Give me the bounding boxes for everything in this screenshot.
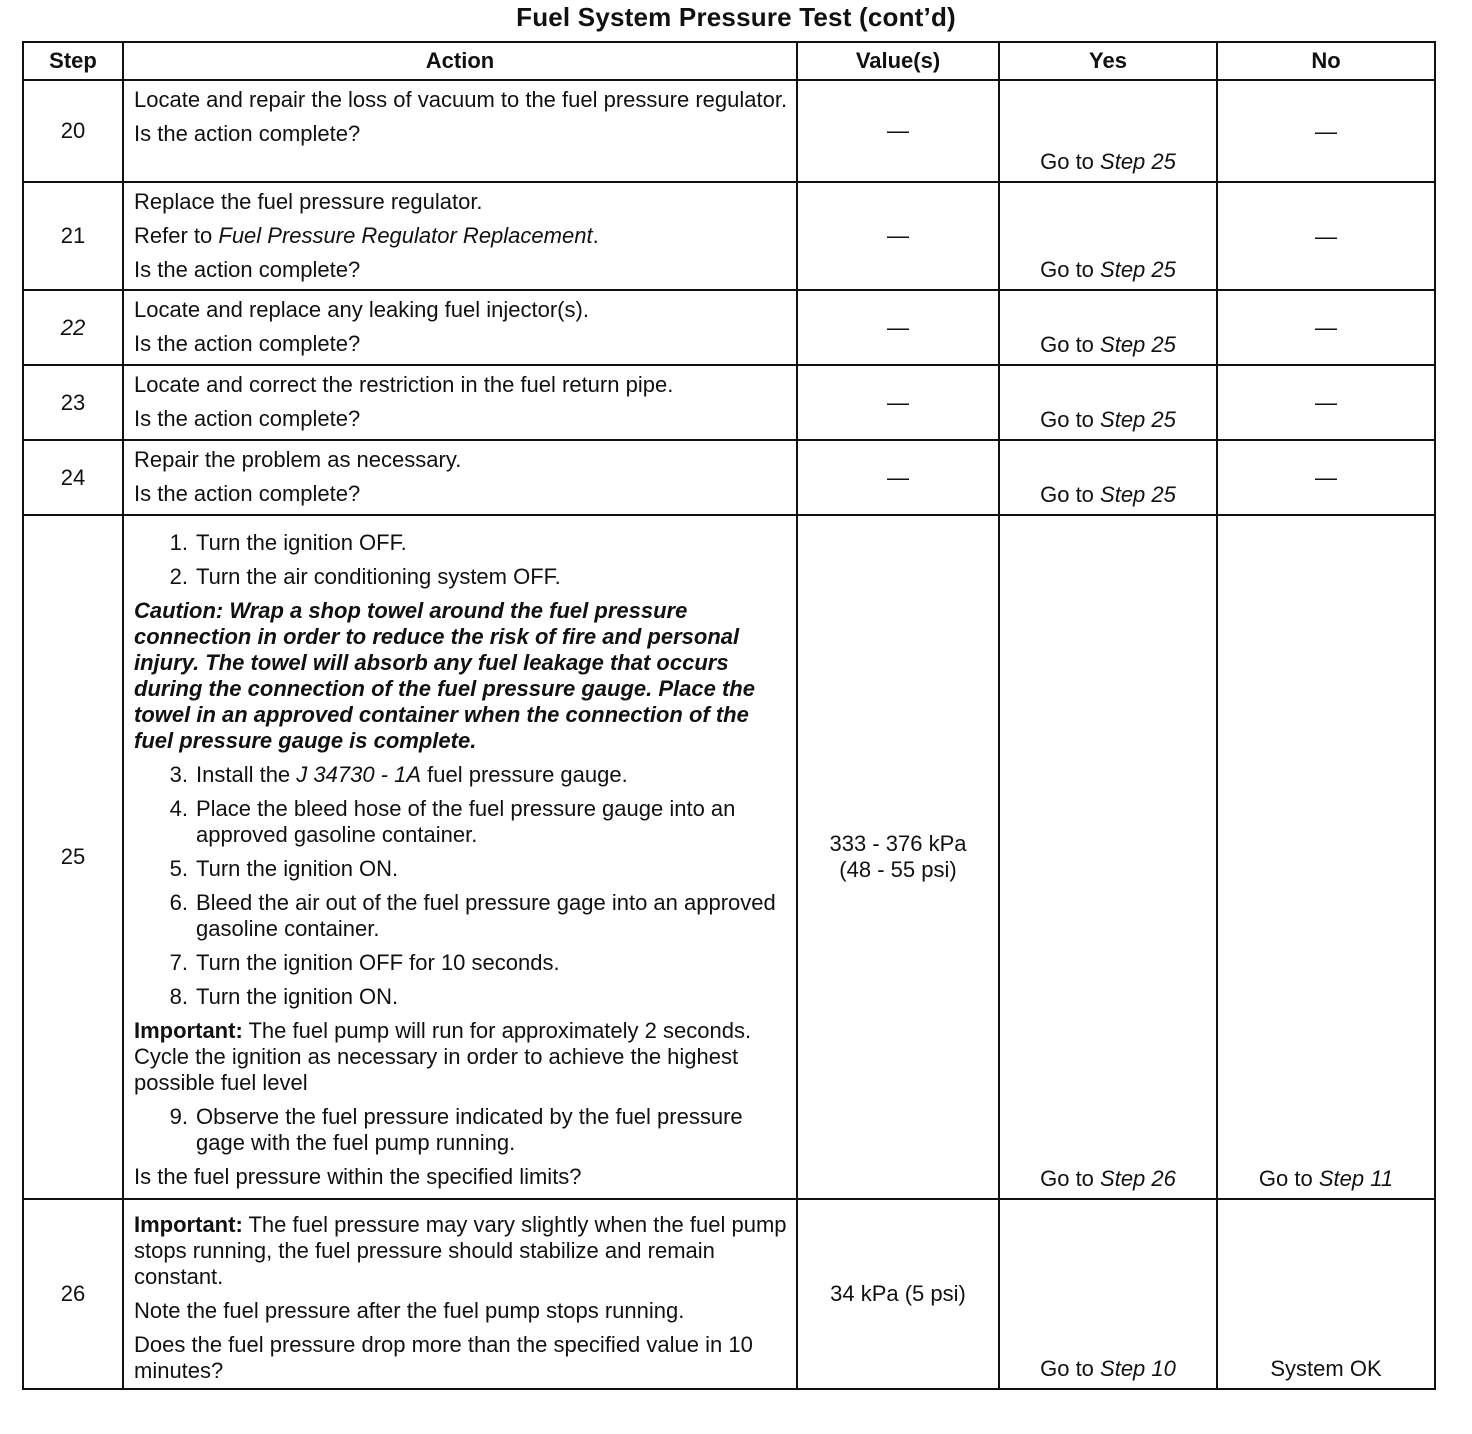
action-question: Is the fuel pressure within the specified limits? (134, 1164, 582, 1189)
list-item (134, 1104, 788, 1156)
yes-cell (999, 440, 1217, 515)
step-number: 21 (23, 182, 123, 290)
action-reference (134, 223, 788, 249)
yes-cell (999, 1199, 1217, 1389)
action-question: Does the fuel pressure drop more than the specified value in 10 minutes? (134, 1332, 753, 1383)
step-number: 26 (23, 1199, 123, 1389)
list-item (134, 984, 788, 1010)
action-cell (123, 1199, 797, 1389)
action-text: Locate and replace any leaking fuel injector(s). (134, 297, 589, 322)
important-text: The fuel pressure may vary slightly when the fuel pump stops running, the fuel pressure should stabilize and remain constant. (134, 1212, 787, 1289)
list-item-text: Bleed the air out of the fuel pressure gage into an approved gasoline container. (196, 890, 776, 941)
item-prefix: Install the (196, 762, 297, 787)
value-cell (797, 80, 999, 182)
value-cell (797, 365, 999, 440)
action-question: Is the action complete? (134, 331, 361, 356)
step-number: 23 (23, 365, 123, 440)
no-dash: — (1315, 465, 1337, 490)
action-text: Locate and correct the restriction in the fuel return pipe. (134, 372, 674, 397)
table-row-step-24 (23, 440, 1435, 515)
header-yes: Yes (999, 42, 1217, 80)
refer-procedure: Fuel Pressure Regulator Replacement (218, 223, 593, 248)
go-to-label: Go to (1040, 1166, 1101, 1191)
action-question: Is the action complete? (134, 257, 361, 282)
important-note (134, 1212, 788, 1290)
yes-step-ref: Step 25 (1100, 149, 1176, 174)
list-item-number: 7. (169, 950, 188, 975)
value-cell (797, 182, 999, 290)
list-item-number: 1. (169, 530, 188, 555)
yes-step-ref: Step 25 (1100, 482, 1176, 507)
no-cell (1217, 440, 1435, 515)
item-suffix: fuel pressure gauge. (421, 762, 628, 787)
no-dash: — (1315, 390, 1337, 415)
step-number: 20 (23, 80, 123, 182)
list-item (134, 762, 788, 788)
table-row-step-22 (23, 290, 1435, 365)
list-item-number: 9. (169, 1104, 188, 1129)
value-psi: (48 - 55 psi) (839, 857, 957, 882)
list-item-number: 2. (169, 564, 188, 589)
go-to-label: Go to (1040, 257, 1101, 282)
action-question: Is the action complete? (134, 481, 361, 506)
value-dash: — (887, 314, 909, 340)
table-row-step-20 (23, 80, 1435, 182)
value-cell (797, 1199, 999, 1389)
refer-prefix: Refer to (134, 223, 219, 248)
header-no: No (1217, 42, 1435, 80)
action-text: Replace the fuel pressure regulator. (134, 189, 483, 214)
procedure-table (22, 41, 1436, 1390)
yes-cell (999, 515, 1217, 1199)
action-text: Repair the problem as necessary. (134, 447, 462, 472)
value-dash: — (887, 389, 909, 415)
list-item-number: 8. (169, 984, 188, 1009)
list-item-text: Turn the ignition OFF for 10 seconds. (196, 950, 560, 975)
list-item-text: Turn the ignition ON. (196, 984, 399, 1009)
yes-step-ref: Step 25 (1100, 407, 1176, 432)
list-item-text: Turn the ignition ON. (196, 856, 399, 881)
list-item (134, 530, 788, 556)
yes-cell (999, 80, 1217, 182)
no-dash: — (1315, 315, 1337, 340)
caution-note: Caution: Wrap a shop towel around the fuel pressure connection in order to reduce the risk of fire and personal injury. The towel will absorb any fuel leakage that occurs during the connection of the fuel pressure gauge. Place the towel in an approved container when the connection of the fuel pressure gauge is complete. (134, 598, 755, 753)
yes-cell (999, 365, 1217, 440)
list-item-text: Turn the ignition OFF. (196, 530, 407, 555)
no-cell (1217, 290, 1435, 365)
go-to-label: Go to (1258, 1166, 1319, 1191)
list-item (134, 796, 788, 848)
yes-step-ref: Step 25 (1100, 257, 1176, 282)
header-action: Action (123, 42, 797, 80)
yes-step-ref: Step 25 (1100, 332, 1176, 357)
no-cell (1217, 1199, 1435, 1389)
action-cell (123, 290, 797, 365)
value-cell (797, 290, 999, 365)
header-row (23, 42, 1435, 80)
list-item-text: Turn the air conditioning system OFF. (196, 564, 561, 589)
table-row-step-23 (23, 365, 1435, 440)
action-text: Note the fuel pressure after the fuel pump stops running. (134, 1298, 685, 1323)
no-cell (1217, 515, 1435, 1199)
no-step-ref: Step 11 (1318, 1166, 1394, 1191)
header-values: Value(s) (797, 42, 999, 80)
value-dash: — (887, 223, 909, 248)
header-step: Step (23, 42, 123, 80)
yes-step-ref: Step 10 (1100, 1356, 1176, 1381)
list-item-number: 6. (169, 890, 188, 915)
value-cell (797, 515, 999, 1199)
go-to-label: Go to (1040, 1356, 1101, 1381)
yes-step-ref: Step 26 (1100, 1166, 1176, 1191)
action-cell (123, 80, 797, 182)
list-item-number: 5. (169, 856, 188, 881)
action-text: Locate and repair the loss of vacuum to the fuel pressure regulator. (134, 87, 788, 112)
go-to-label: Go to (1040, 407, 1101, 432)
important-label: Important: (134, 1018, 243, 1043)
action-question: Is the action complete? (134, 121, 361, 146)
system-ok: System OK (1270, 1356, 1382, 1381)
list-item-number: 3. (169, 762, 188, 787)
yes-cell (999, 182, 1217, 290)
yes-cell (999, 290, 1217, 365)
no-dash: — (1315, 223, 1337, 249)
no-cell (1217, 80, 1435, 182)
go-to-label: Go to (1040, 482, 1101, 507)
refer-suffix: . (592, 223, 599, 248)
action-cell (123, 365, 797, 440)
table-row-step-21 (23, 182, 1435, 290)
table-row-step-25 (23, 515, 1435, 1199)
table-row-step-26 (23, 1199, 1435, 1389)
value-kpa: 333 - 376 kPa (829, 831, 967, 856)
list-item (134, 564, 788, 590)
step-number: 22 (23, 290, 123, 365)
no-cell (1217, 182, 1435, 290)
list-item-text: Place the bleed hose of the fuel pressure gauge into an approved gasoline container. (196, 796, 736, 847)
value-dash: — (887, 118, 909, 143)
action-cell (123, 182, 797, 290)
tool-number: J 34730 - 1A (296, 762, 422, 787)
list-item (134, 890, 788, 942)
list-item-number: 4. (169, 796, 188, 821)
important-note (134, 1018, 788, 1096)
action-cell (123, 515, 797, 1199)
page-title: Fuel System Pressure Test (cont’d) (516, 2, 956, 32)
important-text: The fuel pump will run for approximately 2 seconds. Cycle the ignition as necessary in order to achieve the highest possible fuel level (134, 1018, 752, 1095)
value-dash: — (887, 464, 909, 490)
step-number: 24 (23, 440, 123, 515)
no-dash: — (1315, 118, 1337, 144)
list-item-text (196, 762, 628, 788)
list-item (134, 950, 788, 976)
go-to-label: Go to (1040, 149, 1101, 174)
action-question: Is the action complete? (134, 406, 361, 431)
value-cell (797, 440, 999, 515)
list-item (134, 856, 788, 882)
list-item-text: Observe the fuel pressure indicated by the fuel pressure gage with the fuel pump running. (196, 1104, 743, 1155)
go-to-label: Go to (1040, 332, 1101, 357)
step-number: 25 (23, 515, 123, 1199)
value-kpa: 34 kPa (5 psi) (830, 1281, 966, 1306)
important-label: Important: (134, 1212, 243, 1237)
action-cell (123, 440, 797, 515)
no-cell (1217, 365, 1435, 440)
